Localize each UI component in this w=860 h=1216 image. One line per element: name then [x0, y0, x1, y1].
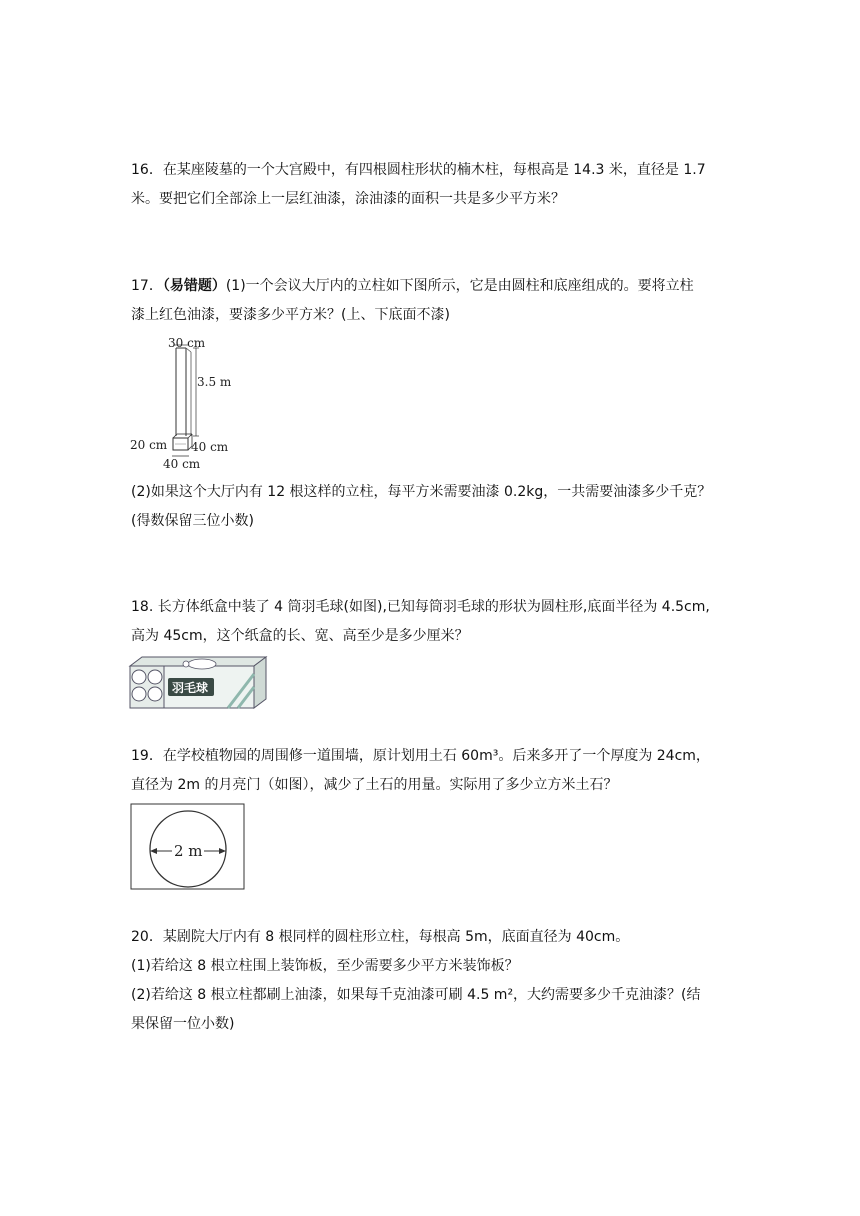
q18-line-1: 18. 长方体纸盒中装了 4 筒羽毛球(如图),已知每筒羽毛球的形状为圆柱形,底面半径为 4.5cm, [131, 599, 710, 615]
q16-line-1: 16．在某座陵墓的一个大宫殿中，有四根圆柱形状的楠木柱，每根高是 14.3 米，直径是 1.7 [131, 162, 706, 178]
q19-line-1: 19．在学校植物园的周围修一道围墙，原计划用土石 60m³。后来多开了一个厚度为 24cm， [131, 748, 710, 764]
q20-line-1: 20．某剧院大厅内有 8 根同样的圆柱形立柱，每根高 5m，底面直径为 40cm。 [131, 929, 630, 945]
label-left: 20 cm [130, 438, 168, 452]
q17-part2-line-1: (2)如果这个大厅内有 12 根这样的立柱，每平方米需要油漆 0.2kg，一共需要油漆多少千克？ [131, 484, 712, 500]
q20-line-3: (2)若给这 8 根立柱都刷上油漆，如果每千克油漆可刷 4.5 m²，大约需要多少千克油漆？(结 [131, 987, 701, 1003]
q17-part2-line-2: (得数保留三位小数) [131, 513, 254, 529]
tube-end-2 [148, 670, 162, 684]
box-right-face [254, 657, 266, 708]
shuttlecock-icon [188, 659, 216, 669]
q20-line-4: 果保留一位小数) [131, 1016, 235, 1032]
q20-line-2: (1)若给这 8 根立柱围上装饰板，至少需要多少平方米装饰板？ [131, 958, 519, 974]
q17-line-1 [131, 276, 694, 296]
label-bottom: 40 cm [163, 457, 201, 471]
q17-line-1-text: (1)一个会议大厅内的立柱如下图所示，它是由圆柱和底座组成的。要将立柱 [225, 278, 694, 294]
q18-line-2: 高为 45cm，这个纸盒的长、宽、高至少是多少厘米？ [131, 628, 469, 644]
diameter-label: 2 m [174, 842, 203, 860]
q17-number: 17． [131, 278, 163, 294]
tube-end-3 [132, 687, 146, 701]
q17-tag: （易错题） [162, 278, 226, 294]
q17-line-2: 漆上红色油漆，要漆多少平方米？(上、下底面不漆) [131, 307, 450, 323]
box-label: 羽毛球 [172, 681, 209, 695]
q16-line-2: 米。要把它们全部涂上一层红油漆，涂油漆的面积一共是多少平方米？ [131, 191, 565, 207]
tube-end-1 [132, 670, 146, 684]
label-top: 30 cm [168, 336, 206, 350]
label-height: 3.5 m [197, 375, 232, 389]
q19-line-2: 直径为 2m 的月亮门（如图），减少了土石的用量。实际用了多少立方米土石？ [131, 777, 618, 793]
tube-end-4 [148, 687, 162, 701]
shuttlecock-box-figure [128, 654, 268, 714]
pillar-figure [128, 334, 238, 474]
label-right: 40 cm [191, 440, 229, 454]
moon-gate-figure [130, 803, 246, 891]
